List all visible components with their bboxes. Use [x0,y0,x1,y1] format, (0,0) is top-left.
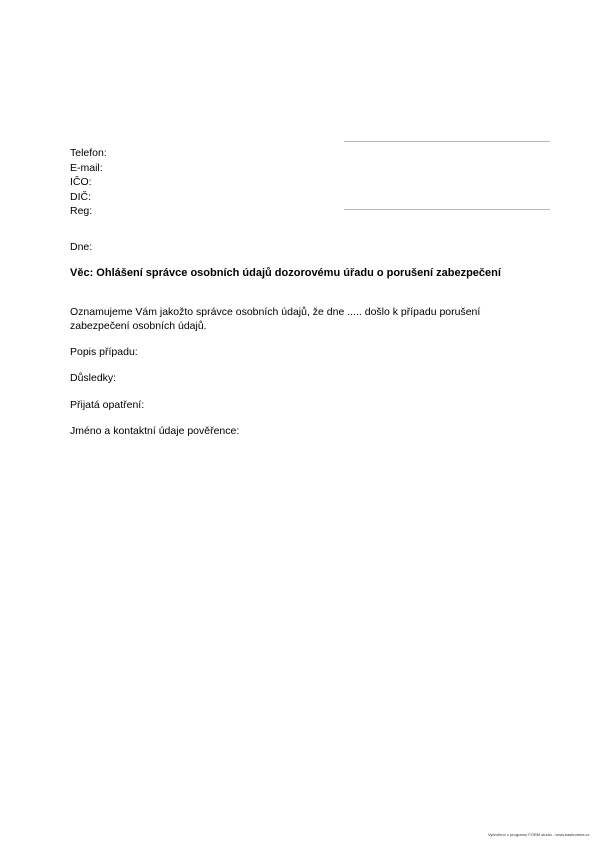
dpo-contact-label: Jméno a kontaktní údaje pověřence: [70,425,240,437]
measures-taken-label: Přijatá opatření: [70,399,145,411]
sender-contact-block [70,146,107,219]
dic-label: DIČ: [70,190,91,203]
address-bottom-divider [344,209,550,210]
reg-label: Reg: [70,205,93,217]
generator-footer: Vytvořeno v programu FORM studio - www.kaskromes.cz [488,832,590,837]
ico-label: IČO: [70,176,92,188]
address-top-divider [344,141,550,142]
phone-label: Telefon: [70,147,107,159]
case-description-label: Popis případu: [70,346,138,358]
letter-subject: Věc: Ohlášení správce osobních údajů dozorovému úřadu o porušení zabezpečení [70,267,501,279]
consequences-label: Důsledky: [70,372,117,384]
date-label: Dne: [70,241,93,253]
email-label: E-mail: [70,161,103,174]
intro-paragraph: Oznamujeme Vám jakožto správce osobních údajů, že dne ..... došlo k případu porušení zabezpečení osobních údajů. [70,306,481,332]
